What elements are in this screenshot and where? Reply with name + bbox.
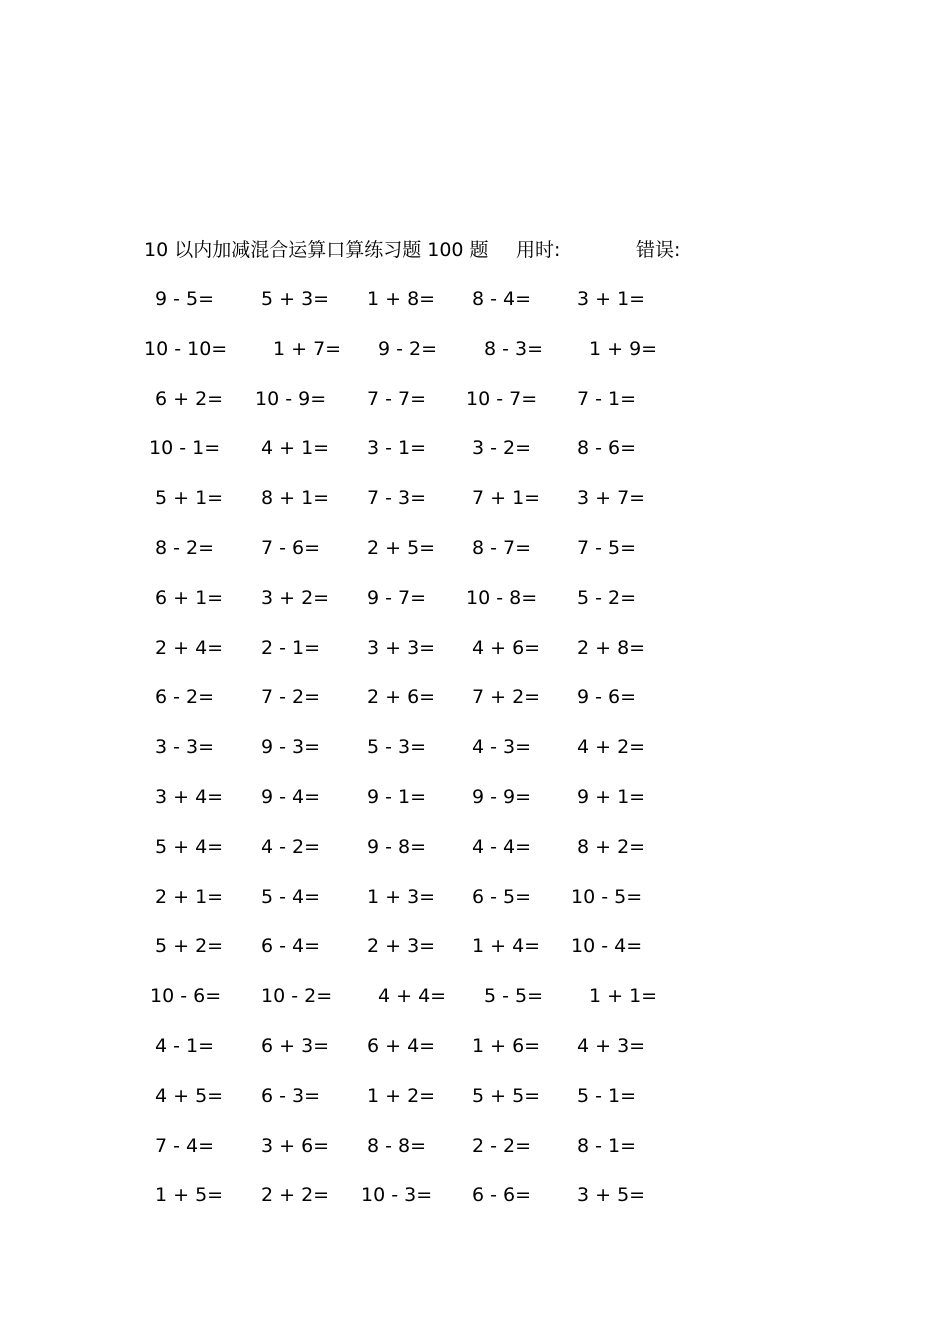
problem-item: 1 + 3= xyxy=(367,886,436,908)
problem-item: 5 - 3= xyxy=(367,736,427,758)
problem-item: 7 - 2= xyxy=(261,686,321,708)
problem-item: 1 + 8= xyxy=(367,288,436,310)
problem-item: 6 - 6= xyxy=(472,1184,532,1206)
problem-item: 10 - 7= xyxy=(466,388,538,410)
problem-item: 1 + 2= xyxy=(367,1085,436,1107)
problem-item: 6 + 2= xyxy=(155,388,224,410)
problem-item: 2 + 5= xyxy=(367,537,436,559)
problem-item: 10 - 5= xyxy=(571,886,643,908)
problem-item: 6 - 2= xyxy=(155,686,215,708)
problem-item: 7 - 3= xyxy=(367,487,427,509)
problem-item: 7 - 6= xyxy=(261,537,321,559)
problem-item: 7 - 4= xyxy=(155,1135,215,1157)
problem-item: 9 - 8= xyxy=(367,836,427,858)
problem-item: 5 + 5= xyxy=(472,1085,541,1107)
problem-item: 4 - 2= xyxy=(261,836,321,858)
problem-item: 1 + 9= xyxy=(589,338,658,360)
problem-item: 6 + 4= xyxy=(367,1035,436,1057)
problem-item: 10 - 8= xyxy=(466,587,538,609)
problem-item: 4 + 3= xyxy=(577,1035,646,1057)
worksheet-title: 10 以内加减混合运算口算练习题 100 题 xyxy=(144,239,489,261)
problem-item: 6 + 1= xyxy=(155,587,224,609)
problem-item: 3 - 3= xyxy=(155,736,215,758)
problem-item: 5 + 1= xyxy=(155,487,224,509)
problem-item: 5 - 4= xyxy=(261,886,321,908)
problem-item: 5 + 2= xyxy=(155,935,224,957)
problem-item: 9 - 3= xyxy=(261,736,321,758)
problem-item: 4 + 1= xyxy=(261,437,330,459)
problem-item: 10 - 6= xyxy=(150,985,222,1007)
problem-item: 4 - 4= xyxy=(472,836,532,858)
problem-item: 3 + 1= xyxy=(577,288,646,310)
problem-item: 1 + 4= xyxy=(472,935,541,957)
problem-item: 8 - 6= xyxy=(577,437,637,459)
problem-item: 5 + 3= xyxy=(261,288,330,310)
problem-item: 4 + 5= xyxy=(155,1085,224,1107)
problem-item: 3 + 4= xyxy=(155,786,224,808)
problem-item: 10 - 4= xyxy=(571,935,643,957)
problem-item: 1 + 7= xyxy=(273,338,342,360)
problem-item: 2 + 1= xyxy=(155,886,224,908)
problem-item: 10 - 1= xyxy=(149,437,221,459)
problem-item: 3 + 2= xyxy=(261,587,330,609)
problem-item: 7 + 1= xyxy=(472,487,541,509)
problem-item: 8 + 2= xyxy=(577,836,646,858)
problem-item: 8 - 1= xyxy=(577,1135,637,1157)
problem-item: 1 + 5= xyxy=(155,1184,224,1206)
problem-item: 10 - 3= xyxy=(361,1184,433,1206)
errors-label: 错误: xyxy=(636,239,681,261)
problem-item: 2 - 1= xyxy=(261,637,321,659)
problem-item: 4 + 2= xyxy=(577,736,646,758)
problem-item: 2 + 2= xyxy=(261,1184,330,1206)
problem-item: 5 - 2= xyxy=(577,587,637,609)
problem-item: 6 - 3= xyxy=(261,1085,321,1107)
problem-item: 4 + 6= xyxy=(472,637,541,659)
problem-item: 7 + 2= xyxy=(472,686,541,708)
problem-item: 5 - 1= xyxy=(577,1085,637,1107)
problem-item: 4 + 4= xyxy=(378,985,447,1007)
problem-item: 3 - 1= xyxy=(367,437,427,459)
problem-item: 8 - 2= xyxy=(155,537,215,559)
problem-item: 2 - 2= xyxy=(472,1135,532,1157)
problem-item: 10 - 9= xyxy=(255,388,327,410)
problem-item: 1 + 1= xyxy=(589,985,658,1007)
problem-item: 8 - 7= xyxy=(472,537,532,559)
problem-item: 2 + 6= xyxy=(367,686,436,708)
problem-item: 3 + 7= xyxy=(577,487,646,509)
problem-item: 9 - 2= xyxy=(378,338,438,360)
problem-item: 4 - 1= xyxy=(155,1035,215,1057)
problem-item: 2 + 3= xyxy=(367,935,436,957)
problem-item: 9 - 4= xyxy=(261,786,321,808)
problem-item: 10 - 10= xyxy=(144,338,228,360)
problem-item: 9 - 1= xyxy=(367,786,427,808)
problem-item: 3 + 6= xyxy=(261,1135,330,1157)
problem-item: 3 + 3= xyxy=(367,637,436,659)
problem-item: 8 + 1= xyxy=(261,487,330,509)
problem-item: 3 - 2= xyxy=(472,437,532,459)
problem-item: 9 - 9= xyxy=(472,786,532,808)
problem-item: 3 + 5= xyxy=(577,1184,646,1206)
problem-item: 6 - 5= xyxy=(472,886,532,908)
problem-item: 5 - 5= xyxy=(484,985,544,1007)
problem-item: 9 + 1= xyxy=(577,786,646,808)
problem-item: 7 - 7= xyxy=(367,388,427,410)
problem-item: 2 + 4= xyxy=(155,637,224,659)
problem-item: 8 - 3= xyxy=(484,338,544,360)
problem-item: 7 - 1= xyxy=(577,388,637,410)
time-used-label: 用时: xyxy=(516,239,561,261)
problem-item: 9 - 6= xyxy=(577,686,637,708)
problem-item: 4 - 3= xyxy=(472,736,532,758)
problem-item: 6 - 4= xyxy=(261,935,321,957)
problem-item: 8 - 8= xyxy=(367,1135,427,1157)
problem-item: 9 - 5= xyxy=(155,288,215,310)
problem-item: 7 - 5= xyxy=(577,537,637,559)
problem-item: 10 - 2= xyxy=(261,985,333,1007)
problem-item: 2 + 8= xyxy=(577,637,646,659)
problem-item: 1 + 6= xyxy=(472,1035,541,1057)
problem-item: 5 + 4= xyxy=(155,836,224,858)
problem-item: 8 - 4= xyxy=(472,288,532,310)
problem-item: 9 - 7= xyxy=(367,587,427,609)
problem-item: 6 + 3= xyxy=(261,1035,330,1057)
